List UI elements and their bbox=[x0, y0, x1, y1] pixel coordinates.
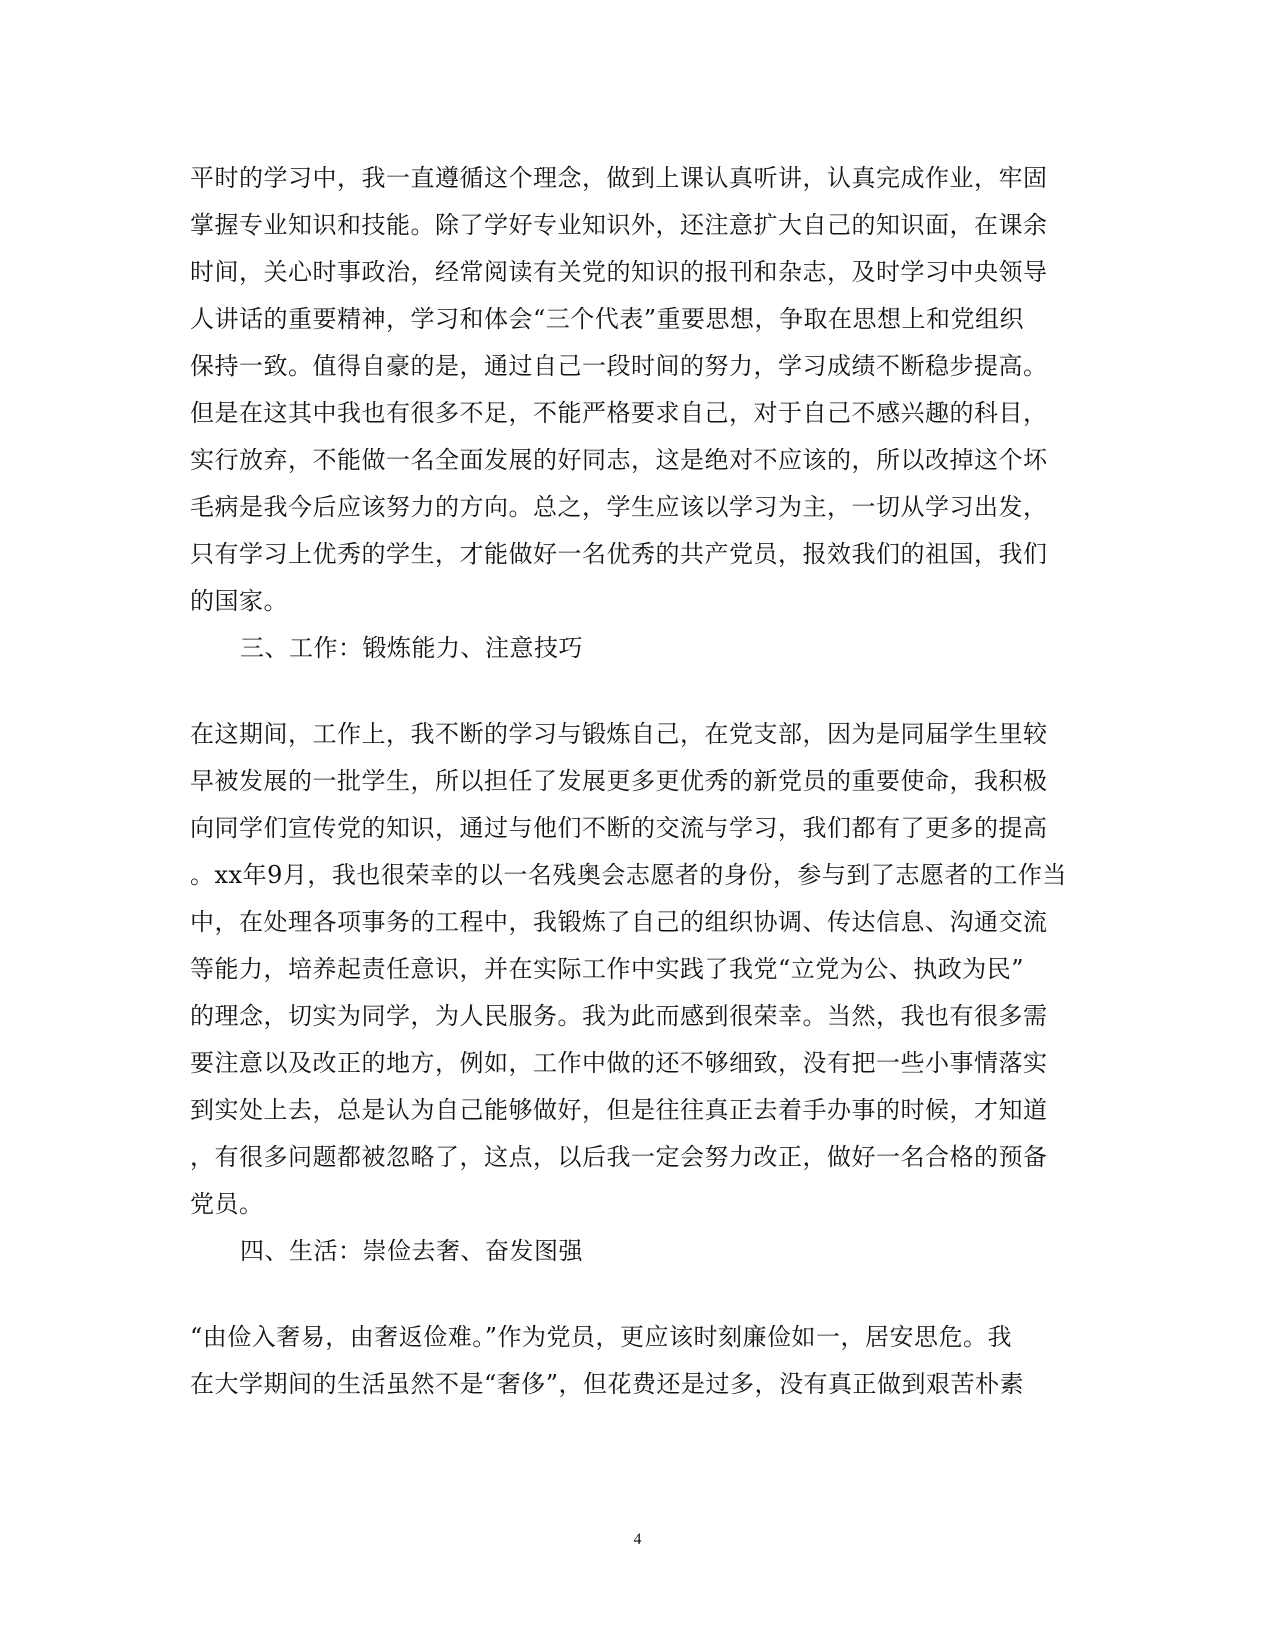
paragraph-line: 但是在这其中我也有很多不足，不能严格要求自己，对于自己不感兴趣的科目， bbox=[190, 399, 1048, 427]
paragraph-line: 人讲话的重要精神，学习和体会“三个代表”重要思想，争取在思想上和党组织 bbox=[190, 305, 1025, 333]
paragraph-line: 时间，关心时事政治，经常阅读有关党的知识的报刊和杂志，及时学习中央领导 bbox=[190, 258, 1048, 286]
paragraph-line: 向同学们宣传党的知识，通过与他们不断的交流与学习，我们都有了更多的提高 bbox=[190, 814, 1048, 842]
paragraph-line: 在大学期间的生活虽然不是“奢侈”，但花费还是过多，没有真正做到艰苦朴素 bbox=[190, 1370, 1025, 1398]
paragraph-line: 到实处上去，总是认为自己能够做好，但是往往真正去着手办事的时候，才知道 bbox=[190, 1096, 1048, 1124]
paragraph-line: 要注意以及改正的地方，例如，工作中做的还不够细致，没有把一些小事情落实 bbox=[190, 1049, 1048, 1077]
page-number: 4 bbox=[633, 1531, 642, 1548]
paragraph-line: ，有很多问题都被忽略了，这点，以后我一定会努力改正，做好一名合格的预备 bbox=[190, 1143, 1048, 1171]
paragraph-line: 平时的学习中，我一直遵循这个理念，做到上课认真听讲，认真完成作业，牢固 bbox=[190, 164, 1048, 192]
paragraph-line: 掌握专业知识和技能。除了学好专业知识外，还注意扩大自己的知识面，在课余 bbox=[190, 211, 1048, 239]
paragraph-line: “由俭入奢易，由奢返俭难。”作为党员，更应该时刻廉俭如一，居安思危。我 bbox=[190, 1323, 1013, 1351]
paragraph-line: 在这期间，工作上，我不断的学习与锻炼自己，在党支部，因为是同届学生里较 bbox=[190, 720, 1048, 748]
section-heading-work: 三、工作：锻炼能力、注意技巧 bbox=[240, 634, 583, 662]
paragraph-line: 实行放弃，不能做一名全面发展的好同志，这是绝对不应该的，所以改掉这个坏 bbox=[190, 446, 1048, 474]
paragraph-line: 保持一致。值得自豪的是，通过自己一段时间的努力，学习成绩不断稳步提高。 bbox=[190, 352, 1048, 380]
paragraph-line: 等能力，培养起责任意识，并在实际工作中实践了我党“立党为公、执政为民” bbox=[190, 955, 1025, 983]
paragraph-line: 的国家。 bbox=[190, 587, 288, 615]
paragraph-line: 只有学习上优秀的学生，才能做好一名优秀的共产党员，报效我们的祖国，我们 bbox=[190, 540, 1048, 568]
paragraph-line: 。xx年9月，我也很荣幸的以一名残奥会志愿者的身份，参与到了志愿者的工作当 bbox=[190, 861, 1067, 889]
paragraph-line: 的理念，切实为同学，为人民服务。我为此而感到很荣幸。当然，我也有很多需 bbox=[190, 1002, 1048, 1030]
section-heading-life: 四、生活：崇俭去奢、奋发图强 bbox=[240, 1237, 583, 1265]
paragraph-line: 党员。 bbox=[190, 1190, 264, 1218]
paragraph-line: 早被发展的一批学生，所以担任了发展更多更优秀的新党员的重要使命，我积极 bbox=[190, 767, 1048, 795]
paragraph-line: 毛病是我今后应该努力的方向。总之，学生应该以学习为主，一切从学习出发， bbox=[190, 493, 1048, 521]
paragraph-line: 中，在处理各项事务的工程中，我锻炼了自己的组织协调、传达信息、沟通交流 bbox=[190, 908, 1048, 936]
